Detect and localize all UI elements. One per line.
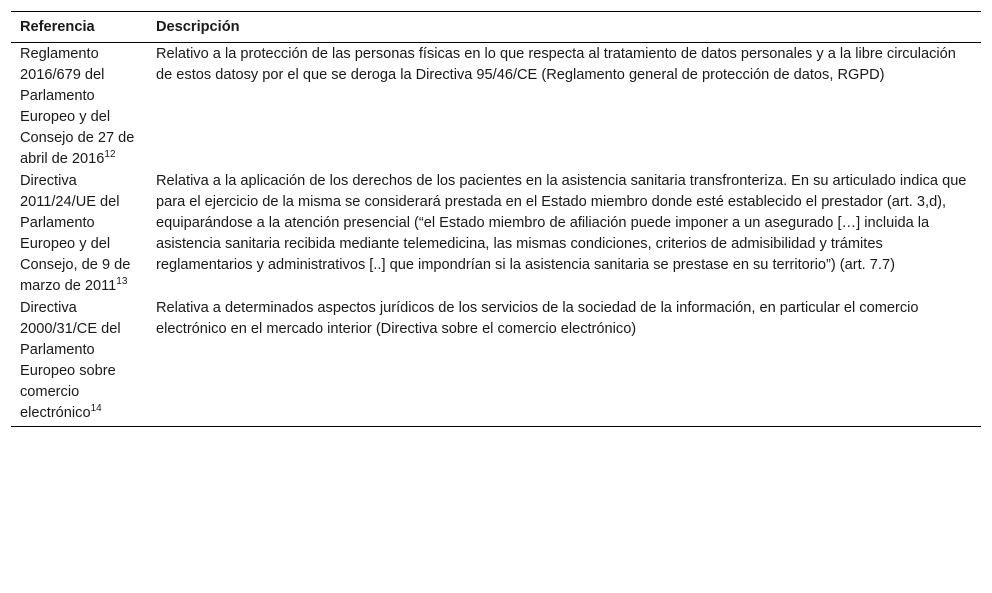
footnote-ref: 13 <box>116 276 128 288</box>
description-cell: Relativa a la aplicación de los derechos de los pacientes en la asistencia sanitaria transfronteriza. En su articulado indica que para el ejercicio de la misma se considerará prestada en el Estado miembro donde esté establecido el prestador (art. 3,d), equiparándose a la atención presencial (“el Estado miembro de afiliación puede imponer a un asegurado […] incluida la asistencia sanitaria recibida mediante telemedicina, las mismas condiciones, criterios de admisibilidad y trámites reglamentarios y administrativos [..] que impondrían si la asistencia sanitaria se prestase en su territorio”) (art. 7.7) <box>156 173 967 273</box>
reference-text: Directiva 2000/31/CE del Parlamento Europeo sobre comercio electrónico <box>20 300 121 421</box>
reference-cell <box>11 297 147 427</box>
description-cell: Relativo a la protección de las personas físicas en lo que respecta al tratamiento de datos personales y a la libre circulación de estos datosy por el que se deroga la Directiva 95/46/CE (Reglamento general de protección de datos, RGPD) <box>156 46 956 83</box>
reference-table <box>11 11 981 427</box>
reference-cell <box>11 43 147 171</box>
reference-text: Directiva 2011/24/UE del Parlamento Europeo y del Consejo, de 9 de marzo de 2011 <box>20 173 131 294</box>
header-row <box>11 12 981 43</box>
footnote-ref: 14 <box>90 403 102 415</box>
reference-text: Reglamento 2016/679 del Parlamento Europeo y del Consejo de 27 de abril de 2016 <box>20 46 135 167</box>
table-row <box>11 170 981 297</box>
footnote-ref: 12 <box>104 149 116 161</box>
header-reference: Referencia <box>11 12 147 43</box>
table-row <box>11 43 981 171</box>
reference-cell <box>11 170 147 297</box>
description-cell: Relativa a determinados aspectos jurídicos de los servicios de la sociedad de la información, en particular el comercio electrónico en el mercado interior (Directiva sobre el comercio electrónico) <box>147 297 981 427</box>
table-row <box>11 297 981 427</box>
header-description: Descripción <box>147 12 981 43</box>
